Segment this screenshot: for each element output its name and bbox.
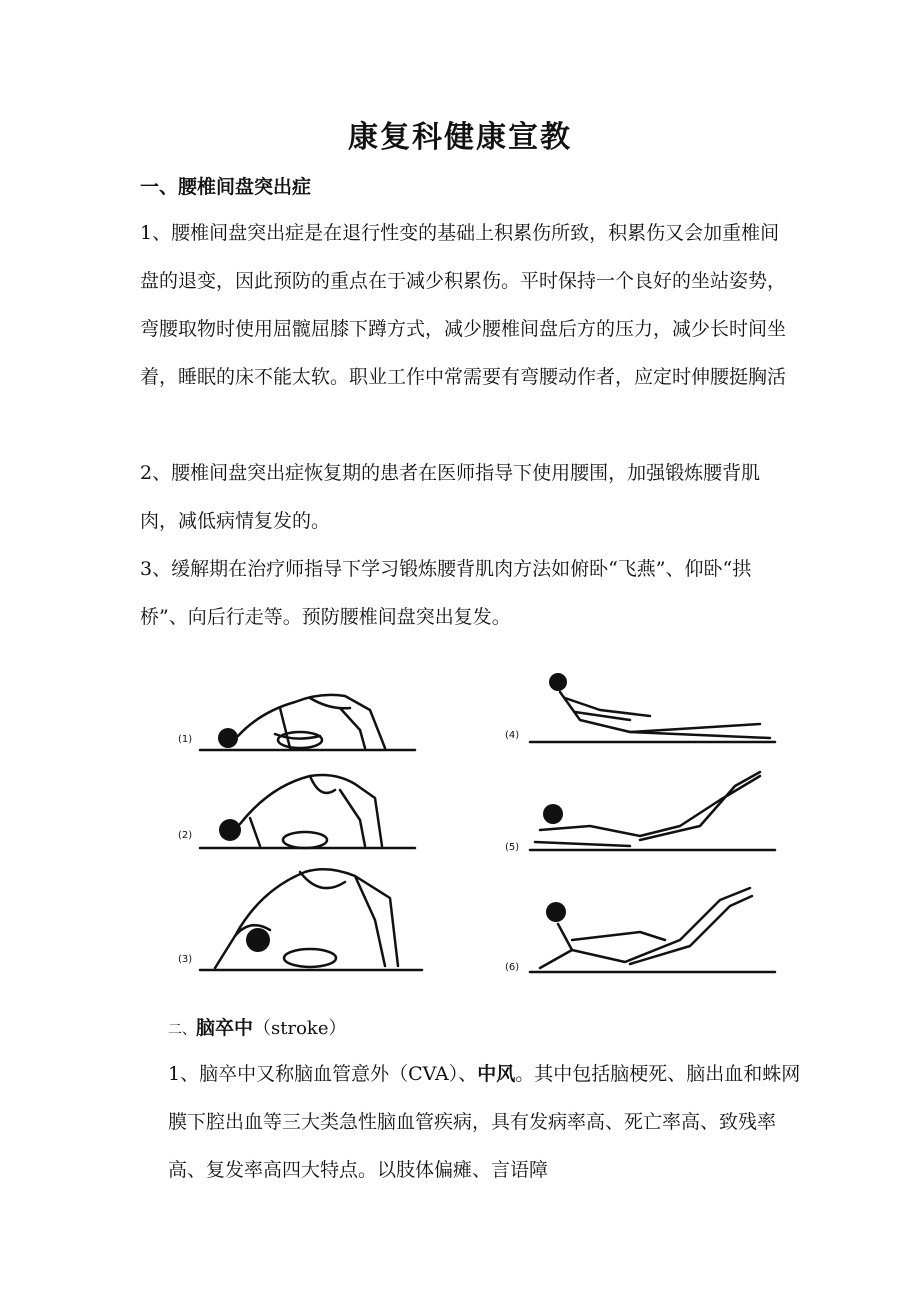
section2-heading: 脑卒中 [196,1017,254,1039]
figure-label-3: (3) [178,954,193,965]
figure-label-1: (1) [178,734,193,745]
paragraph-stroke-1 [168,1050,808,1194]
stroke-text-b: 。其中包括脑梗死、脑出血和蛛网膜下腔出血等三大类急性脑血管疾病，具有发病率高、死亡率高、致残率高、复发率高四大特点。以肢体偏瘫、言语障 [168,1063,801,1181]
figure-swallow-6 [505,888,775,973]
figure-label-5: (5) [505,842,520,853]
paragraph-2: 2、腰椎间盘突出症恢复期的患者在医师指导下使用腰围，加强锻炼腰背肌肉，减低病情复发的。 [140,462,761,532]
figure-bridge-2 [178,775,415,848]
figure-bridge-1 [178,695,415,750]
figure-label-2: (2) [178,830,193,841]
stroke-text-a: 1、脑卒中又称脑血管意外（CVA）、 [168,1063,478,1085]
stroke-text-bold: 中风 [477,1063,516,1085]
figure-swallow-5 [505,772,775,853]
exercise-figures-svg [160,650,790,990]
figure-swallow-4 [505,673,775,742]
section-heading-lumbar: 一、腰椎间盘突出症 [140,176,312,198]
figure-label-4: (4) [505,730,520,741]
figure-label-6: (6) [505,962,520,973]
section2-suffix: （stroke） [253,1018,347,1039]
document-title: 康复科健康宣教 [348,120,572,155]
paragraph-1: 1、腰椎间盘突出症是在退行性变的基础上积累伤所致，积累伤又会加重椎间盘的退变，因此预防的重点在于减少积累伤。平时保持一个良好的坐站姿势，弯腰取物时使用屈髋屈膝下蹲方式，减少腰椎间盘后方的压力，减少长时间坐着，睡眠的床不能太软。职业工作中常需要有弯腰动作者，应定时伸腰挺胸活 [140,222,787,388]
paragraph-3: 3、缓解期在治疗师指导下学习锻炼腰背肌肉方法如俯卧“飞燕”、仰卧“拱桥”、向后行走等。预防腰椎间盘突出复发。 [140,558,752,628]
section2-prefix: 二、 [168,1022,196,1038]
figure-bridge-3 [178,869,422,970]
exercise-illustration [160,650,790,990]
section-heading-stroke [168,1013,347,1040]
